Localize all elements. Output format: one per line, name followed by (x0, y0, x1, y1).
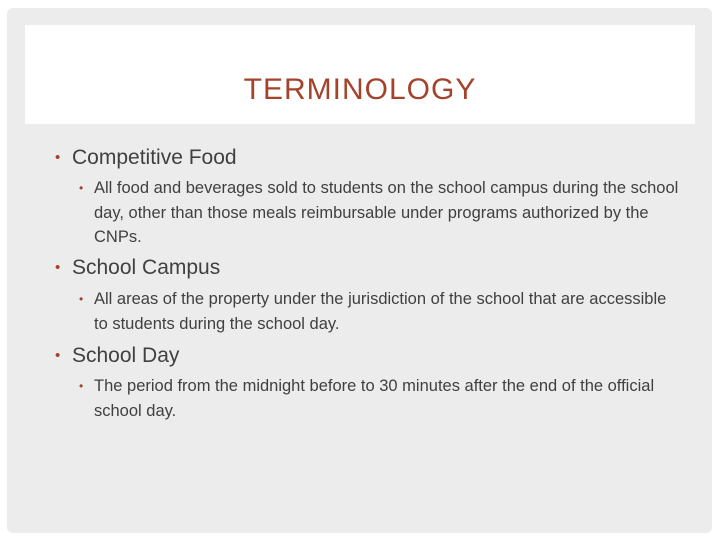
bullet-icon: • (55, 259, 61, 276)
term-label: School Day (72, 344, 180, 367)
sub-bullet-icon: • (79, 181, 84, 195)
sub-bullet-icon: • (79, 292, 84, 306)
sub-bullet-icon: • (79, 379, 84, 393)
slide-content (7, 8, 712, 533)
slide-title: TERMINOLOGY (243, 73, 477, 106)
bullet-icon: • (55, 149, 61, 166)
term-label: Competitive Food (72, 146, 237, 169)
definition-text: The period from the midnight before to 30 minutes after the end of the official school day. (94, 377, 655, 420)
bullet-icon: • (55, 347, 61, 364)
definition-text: All food and beverages sold to students on the school campus during the school day, other than those meals reimbursable under programs authorized by the CNPs. (94, 179, 679, 246)
definition-text: All areas of the property under the jurisdiction of the school that are accessible to students during the school day. (94, 290, 667, 333)
slide (7, 8, 712, 533)
term-label: School Campus (72, 256, 221, 279)
